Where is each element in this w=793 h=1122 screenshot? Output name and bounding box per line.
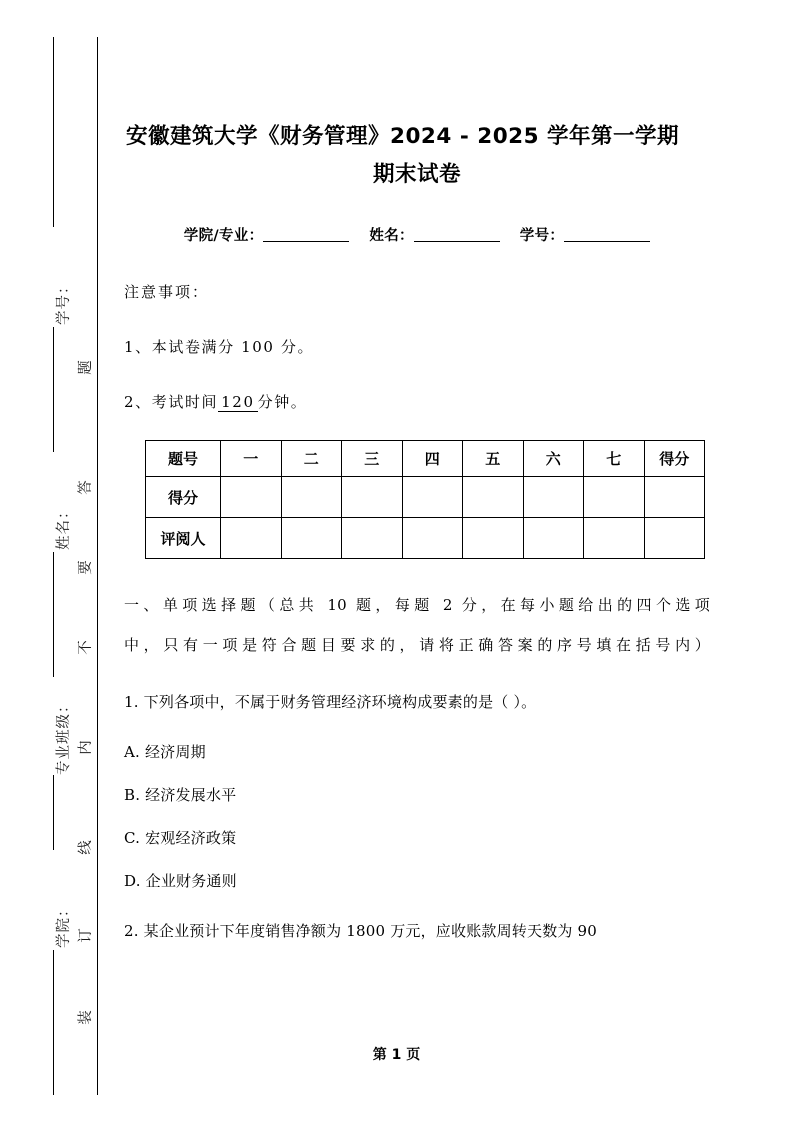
student-id-blank[interactable] xyxy=(564,241,650,242)
document-body xyxy=(124,0,710,951)
binding-phrase-char-5: 内 xyxy=(77,740,94,755)
section-heading-line-1: 一、单项选择题（总共 10 题，每题 2 分，在每小题给出的四个选项 xyxy=(124,596,710,614)
score-cell-total[interactable] xyxy=(644,477,705,518)
margin-label-college: 学院： xyxy=(56,901,72,948)
score-cell-4[interactable] xyxy=(402,477,463,518)
note-2-prefix: 2、考试时间 xyxy=(124,393,219,411)
student-info-row xyxy=(124,224,710,245)
grader-cell-1[interactable] xyxy=(221,518,282,559)
question-1-option-d[interactable]: D. 企业财务通则 xyxy=(124,872,237,890)
question-1-stem: 1. 下列各项中，不属于财务管理经济环境构成要素的是（ ）。 xyxy=(124,693,537,711)
binding-line-segment-1 xyxy=(53,37,54,227)
score-table-header-2: 二 xyxy=(281,441,342,477)
score-cell-3[interactable] xyxy=(342,477,403,518)
score-cell-6[interactable] xyxy=(523,477,584,518)
margin-label-student-id: 学号： xyxy=(56,278,72,325)
name-label: 姓名： xyxy=(369,228,414,244)
score-table-header-8: 得分 xyxy=(644,441,705,477)
score-table-header-4: 四 xyxy=(402,441,463,477)
question-1-option-c[interactable]: C. 宏观经济政策 xyxy=(124,829,237,847)
binding-line-solid xyxy=(97,37,98,1095)
score-table-header-5: 五 xyxy=(463,441,524,477)
name-blank[interactable] xyxy=(414,241,500,242)
score-table xyxy=(145,440,705,559)
binding-phrase-char-7: 订 xyxy=(77,928,94,943)
margin-label-class: 专业班级： xyxy=(56,697,72,775)
table-row-score xyxy=(146,477,705,518)
table-row-grader xyxy=(146,518,705,559)
note-item-1: 1、本试卷满分 100 分。 xyxy=(124,338,315,356)
student-id-label: 学号： xyxy=(519,228,565,244)
score-table-header-7: 七 xyxy=(584,441,645,477)
grader-cell-7[interactable] xyxy=(584,518,645,559)
binding-line-segment-3 xyxy=(53,552,54,677)
score-cell-2[interactable] xyxy=(281,477,342,518)
score-cell-7[interactable] xyxy=(584,477,645,518)
grader-cell-4[interactable] xyxy=(402,518,463,559)
score-table-header-3: 三 xyxy=(342,441,403,477)
binding-phrase-char-6: 线 xyxy=(77,840,94,855)
score-table-header-6: 六 xyxy=(523,441,584,477)
college-major-blank[interactable] xyxy=(263,241,349,242)
table-row-header xyxy=(146,441,705,477)
exam-duration-value: 120 xyxy=(218,393,257,412)
score-table-header-0: 题号 xyxy=(146,441,221,477)
score-cell-5[interactable] xyxy=(463,477,524,518)
binding-phrase-char-3: 要 xyxy=(77,560,94,575)
note-2-suffix: 分钟。 xyxy=(257,393,308,411)
page-title-line-2: 期末试卷 xyxy=(372,162,461,187)
note-item-2 xyxy=(124,391,710,412)
binding-line-segment-2 xyxy=(53,327,54,452)
binding-phrase-char-4: 不 xyxy=(77,640,94,655)
margin-label-name: 姓名： xyxy=(56,503,72,550)
grader-row-label: 评阅人 xyxy=(146,518,221,559)
binding-phrase-char-2: 答 xyxy=(77,480,94,495)
grader-cell-2[interactable] xyxy=(281,518,342,559)
college-major-label: 学院/专业： xyxy=(183,228,264,244)
grader-cell-5[interactable] xyxy=(463,518,524,559)
notes-heading: 注意事项： xyxy=(124,283,210,301)
binding-phrase-char-8: 装 xyxy=(77,1010,94,1025)
binding-line-segment-4 xyxy=(53,775,54,850)
page-footer: 第 1 页 xyxy=(372,1047,421,1063)
binding-line-segment-5 xyxy=(53,950,54,1095)
score-row-label: 得分 xyxy=(146,477,221,518)
question-2-stem: 2. 某企业预计下年度销售净额为 1800 万元，应收账款周转天数为 90 xyxy=(124,922,598,940)
score-cell-1[interactable] xyxy=(221,477,282,518)
grader-cell-6[interactable] xyxy=(523,518,584,559)
question-1-option-b[interactable]: B. 经济发展水平 xyxy=(124,786,237,804)
grader-cell-3[interactable] xyxy=(342,518,403,559)
question-1-option-a[interactable]: A. 经济周期 xyxy=(124,743,206,761)
page-title-line-1: 安徽建筑大学《财务管理》2024 - 2025 学年第一学期 xyxy=(126,124,680,149)
section-heading-line-2: 中，只有一项是符合题目要求的，请将正确答案的序号填在括号内） xyxy=(124,636,710,654)
binding-phrase-char-1: 题 xyxy=(77,360,94,375)
score-table-header-1: 一 xyxy=(221,441,282,477)
section-heading-multiple-choice xyxy=(124,585,710,665)
grader-cell-total[interactable] xyxy=(644,518,705,559)
